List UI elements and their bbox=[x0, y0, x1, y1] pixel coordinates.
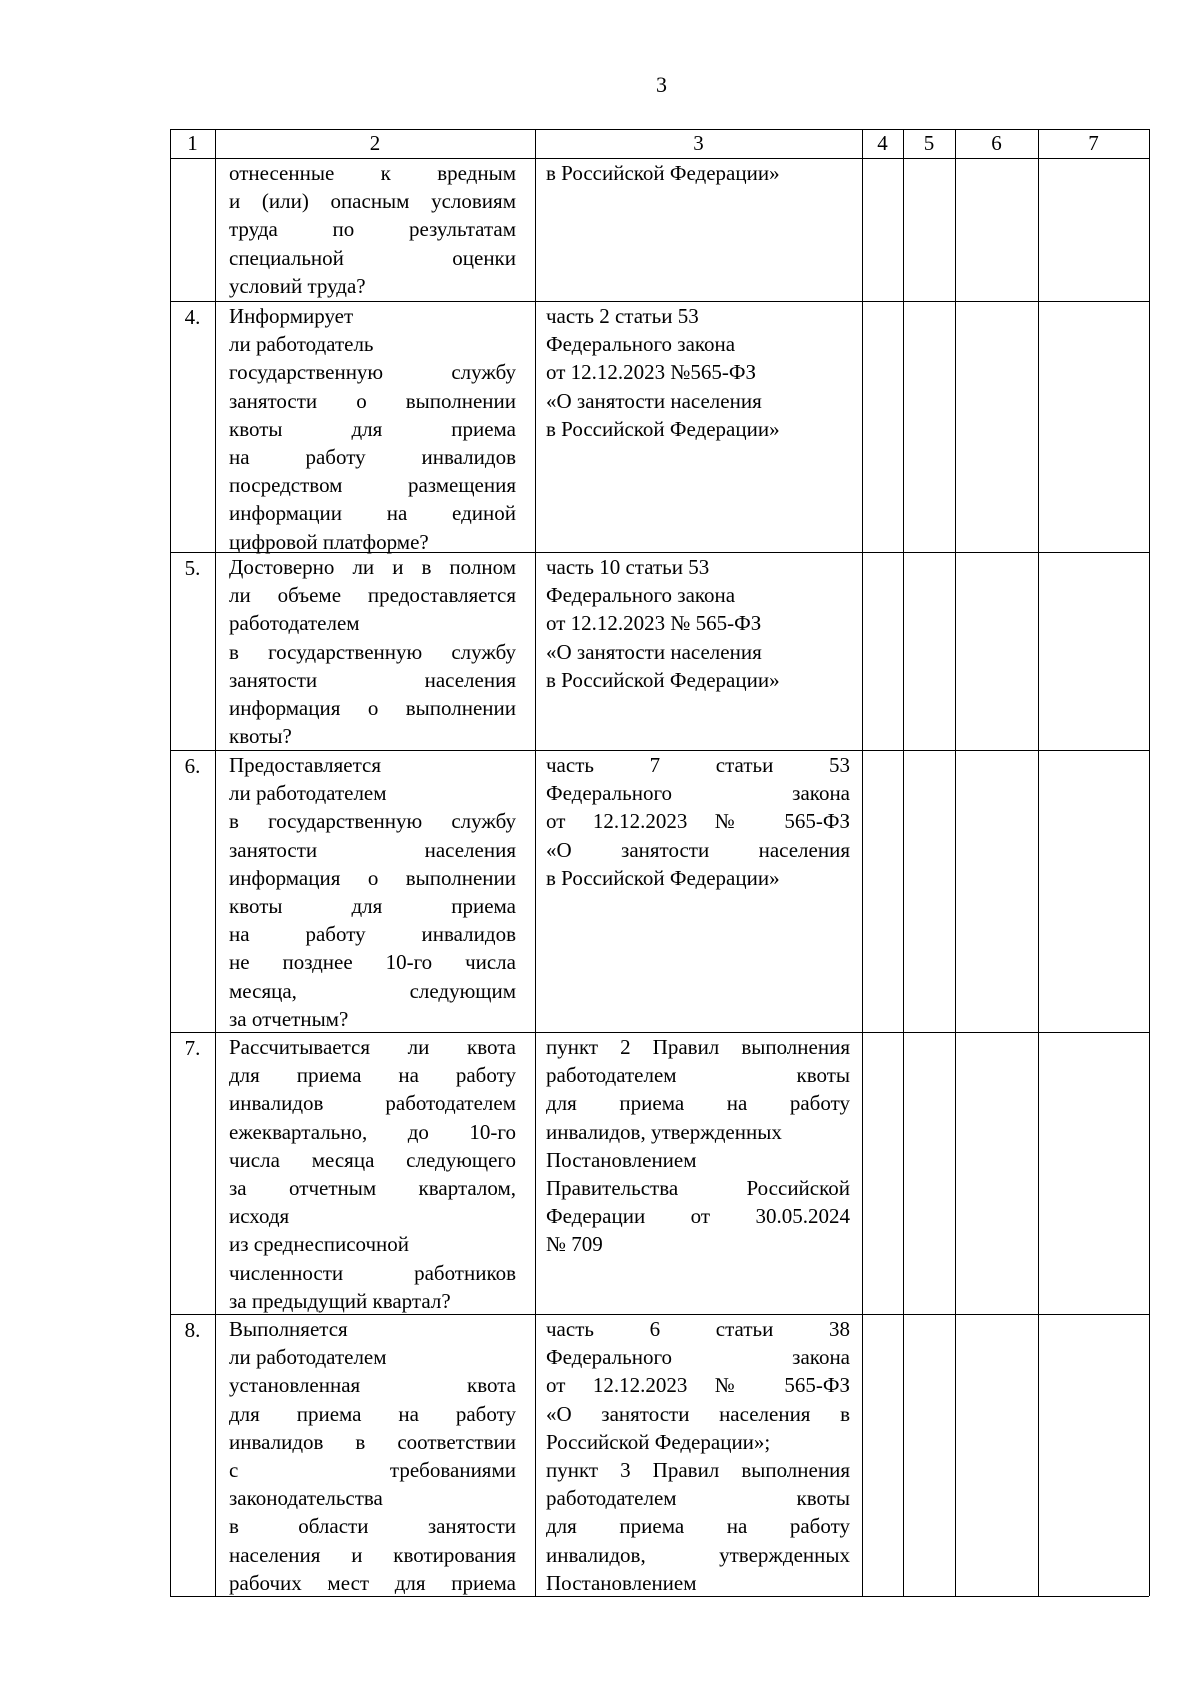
text-line: для приема на работу bbox=[229, 1401, 516, 1426]
text-line: Федерального закона bbox=[546, 583, 736, 608]
header-col-7: 7 bbox=[1088, 131, 1099, 155]
text-line: за отчетным кварталом, bbox=[229, 1175, 516, 1200]
text-line: Постановлением bbox=[546, 1147, 697, 1172]
text-line: «О занятости населения в bbox=[546, 1401, 850, 1426]
text-line: инвалидов, утвержденных bbox=[546, 1119, 782, 1144]
text-line: Федерации от 30.05.2024 bbox=[546, 1204, 850, 1229]
header-col-4: 4 bbox=[877, 131, 888, 155]
text-line: занятости о выполнении bbox=[229, 388, 516, 413]
text-line: специальной оценки bbox=[229, 245, 516, 270]
text-line: «О занятости населения bbox=[546, 837, 850, 862]
text-line: часть 10 статьи 53 bbox=[546, 555, 710, 579]
legal-reference bbox=[546, 553, 850, 694]
text-line: «О занятости населения bbox=[546, 639, 762, 664]
requirement-question bbox=[229, 751, 516, 1033]
row-number: 6. bbox=[184, 754, 201, 778]
text-line: Выполняется bbox=[229, 1317, 348, 1341]
requirement-question bbox=[229, 1315, 516, 1597]
text-line: часть 6 статьи 38 bbox=[546, 1317, 850, 1341]
text-line: ли объеме предоставляется bbox=[229, 583, 516, 608]
text-line: в Российской Федерации» bbox=[546, 865, 780, 890]
text-line: рабочих мест для приема bbox=[229, 1570, 516, 1595]
text-line: цифровой платформе? bbox=[229, 529, 429, 554]
text-line: на работу инвалидов bbox=[229, 444, 516, 469]
text-line: Российской Федерации»; bbox=[546, 1429, 771, 1454]
text-line: труда по результатам bbox=[229, 217, 516, 242]
text-line: из среднесписочной bbox=[229, 1232, 410, 1257]
text-line: ежеквартально, до 10-го bbox=[229, 1119, 516, 1144]
text-line: Рассчитывается ли квота bbox=[229, 1035, 516, 1059]
text-line: в государственную службу bbox=[229, 639, 516, 664]
text-line: квоты? bbox=[229, 724, 292, 749]
text-line: ли работодателем bbox=[229, 1345, 387, 1370]
text-line: от 12.12.2023 № 565-ФЗ bbox=[546, 1373, 850, 1398]
text-line: от 12.12.2023 № 565-ФЗ bbox=[546, 809, 850, 834]
text-line: не позднее 10-го числа bbox=[229, 950, 516, 975]
text-line: исходя bbox=[229, 1204, 290, 1229]
text-line: ли работодателем bbox=[229, 781, 387, 806]
text-line: информация о выполнении bbox=[229, 695, 516, 720]
header-col-3: 3 bbox=[693, 131, 704, 155]
row-number: 5. bbox=[184, 556, 201, 580]
text-line: государственную службу bbox=[229, 360, 516, 385]
text-line: числа месяца следующего bbox=[229, 1147, 516, 1172]
text-line: численности работников bbox=[229, 1260, 516, 1285]
text-line: Федерального закона bbox=[546, 332, 736, 357]
requirement-question bbox=[229, 159, 516, 300]
text-line: месяца, следующим bbox=[229, 978, 516, 1003]
text-line: занятости населения bbox=[229, 837, 516, 862]
legal-reference bbox=[546, 1033, 850, 1259]
text-line: квоты для приема bbox=[229, 893, 516, 918]
text-line: работодателем квоты bbox=[546, 1486, 850, 1511]
text-line: Предоставляется bbox=[229, 753, 382, 777]
text-line: законодательства bbox=[229, 1486, 383, 1511]
header-col-6: 6 bbox=[991, 131, 1002, 155]
text-line: Правительства Российской bbox=[546, 1175, 850, 1200]
text-line: информация о выполнении bbox=[229, 865, 516, 890]
text-line: в Российской Федерации» bbox=[546, 416, 780, 441]
text-line: в Российской Федерации» bbox=[546, 667, 780, 692]
text-line: пункт 2 Правил выполнения bbox=[546, 1035, 850, 1059]
text-line: «О занятости населения bbox=[546, 388, 762, 413]
text-line: в государственную службу bbox=[229, 809, 516, 834]
legal-reference bbox=[546, 751, 850, 892]
requirement-question bbox=[229, 1033, 516, 1315]
requirements-table bbox=[170, 129, 1149, 1596]
text-line: за отчетным? bbox=[229, 1006, 349, 1031]
header-col-1: 1 bbox=[187, 131, 198, 155]
text-line: для приема на работу bbox=[229, 1063, 516, 1088]
text-line: Информирует bbox=[229, 304, 354, 328]
text-line: инвалидов, утвержденных bbox=[546, 1542, 850, 1567]
header-col-2: 2 bbox=[369, 131, 381, 155]
text-line: квоты для приема bbox=[229, 416, 516, 441]
row-number: 4. bbox=[184, 305, 201, 329]
page-number: 3 bbox=[656, 72, 667, 97]
requirement-question bbox=[229, 553, 516, 750]
text-line: населения и квотирования bbox=[229, 1542, 516, 1567]
text-line: Федерального закона bbox=[546, 781, 850, 806]
text-line: для приема на работу bbox=[546, 1514, 850, 1539]
legal-reference bbox=[546, 1315, 850, 1597]
text-line: часть 2 статьи 53 bbox=[546, 304, 699, 328]
requirement-question bbox=[229, 302, 516, 556]
text-line: информации на единой bbox=[229, 501, 516, 526]
header-col-5: 5 bbox=[923, 131, 935, 155]
text-line: инвалидов работодателем bbox=[229, 1091, 516, 1116]
text-line: в области занятости bbox=[229, 1514, 516, 1539]
legal-reference bbox=[546, 159, 850, 187]
text-line: отнесенные к вредным bbox=[229, 161, 516, 185]
text-line: № 709 bbox=[546, 1232, 603, 1257]
text-line: Федерального закона bbox=[546, 1345, 850, 1370]
text-line: ли работодатель bbox=[229, 332, 374, 357]
text-line: пункт 3 Правил выполнения bbox=[546, 1457, 850, 1482]
text-line: инвалидов в соответствии bbox=[229, 1429, 516, 1454]
text-line: Достоверно ли и в полном bbox=[229, 555, 516, 579]
text-line: посредством размещения bbox=[229, 473, 516, 498]
text-line: занятости населения bbox=[229, 667, 516, 692]
text-line: для приема на работу bbox=[546, 1091, 850, 1116]
row-number: 8. bbox=[184, 1318, 201, 1342]
text-line: и (или) опасным условиям bbox=[229, 189, 516, 214]
text-line: работодателем bbox=[229, 611, 360, 636]
text-line: в Российской Федерации» bbox=[546, 161, 780, 185]
text-line: работодателем квоты bbox=[546, 1063, 850, 1088]
text-line: от 12.12.2023 № 565-ФЗ bbox=[546, 611, 762, 636]
text-line: Постановлением bbox=[546, 1570, 697, 1595]
text-line: от 12.12.2023 №565-ФЗ bbox=[546, 360, 757, 385]
text-line: часть 7 статьи 53 bbox=[546, 753, 850, 777]
text-line: с требованиями bbox=[229, 1457, 516, 1482]
text-line: условий труда? bbox=[229, 273, 366, 298]
text-line: на работу инвалидов bbox=[229, 922, 516, 947]
text-line: за предыдущий квартал? bbox=[229, 1288, 451, 1313]
legal-reference bbox=[546, 302, 850, 443]
text-line: установленная квота bbox=[229, 1373, 516, 1398]
row-number: 7. bbox=[184, 1036, 201, 1060]
